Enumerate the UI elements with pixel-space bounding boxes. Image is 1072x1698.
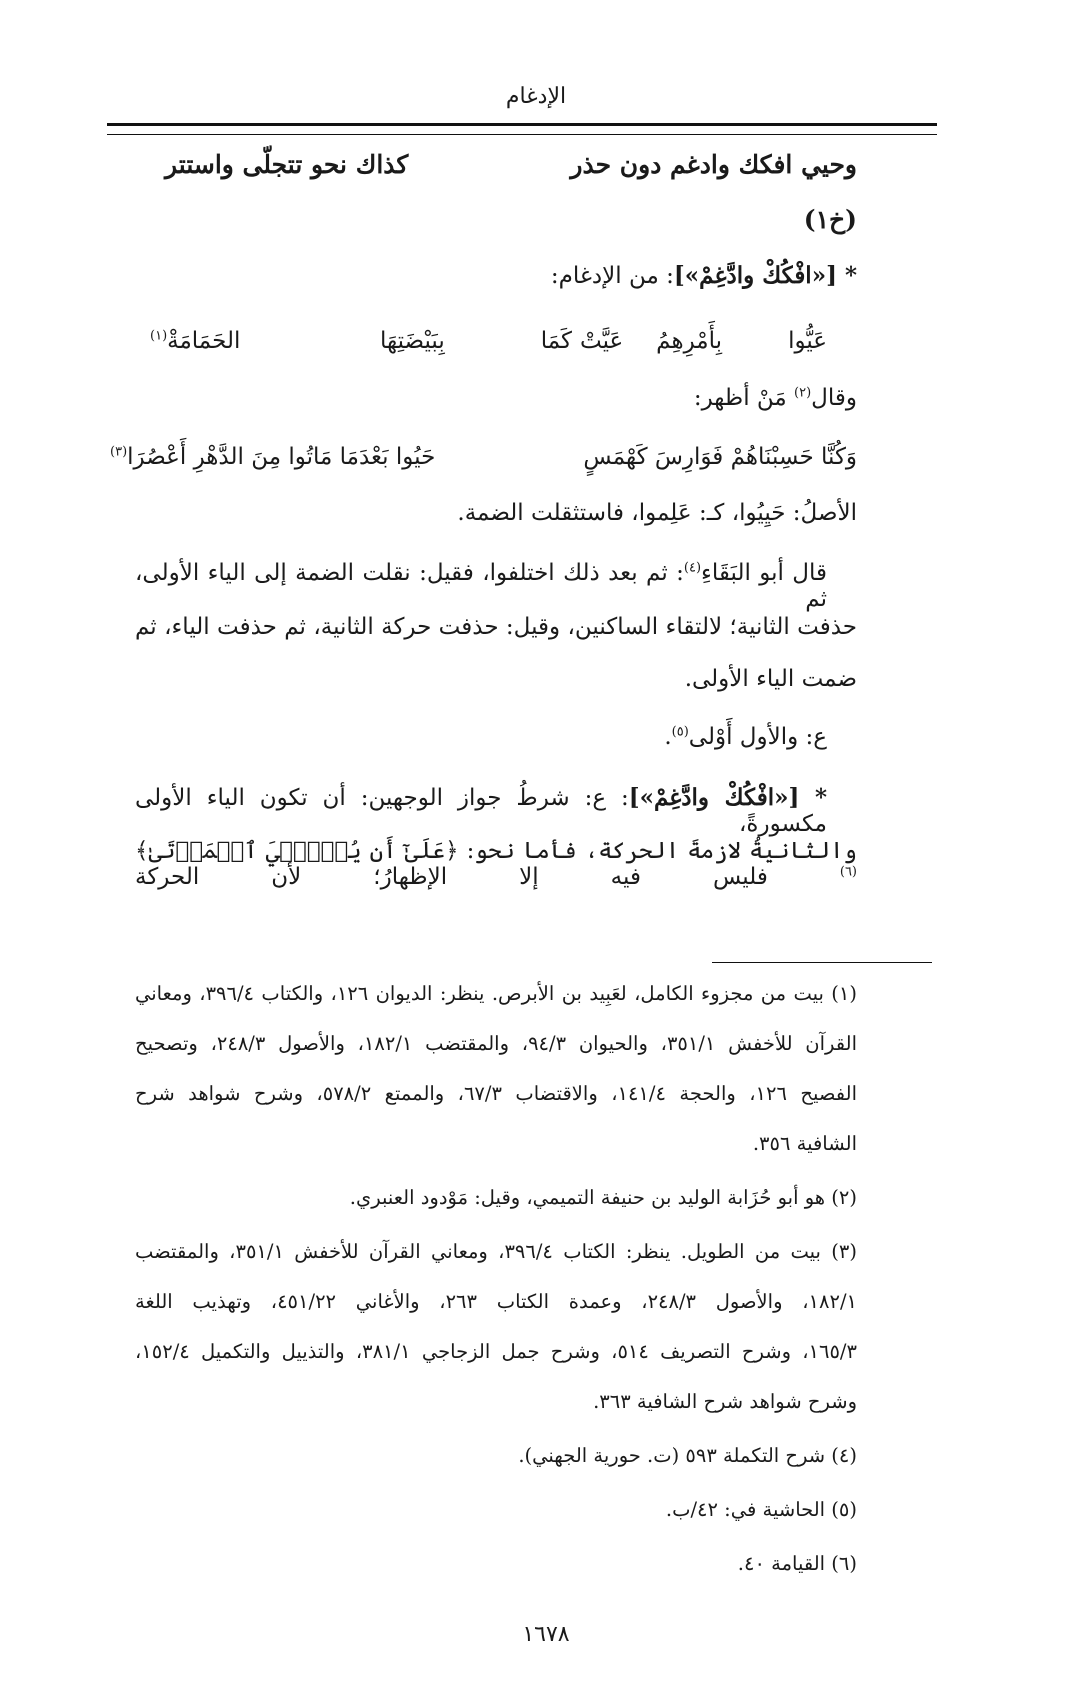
footnote-1-line-4: الشافية ٣٥٦.: [752, 1132, 857, 1155]
said-line: [694, 385, 857, 411]
poem-2-left-hemistich: [110, 444, 435, 470]
section-2-text-a: والثانيةُ لازمةَ الحركة، فأما نحو: ﴿عَلَىٰٓ أَن يُحۡـِۧيَ ٱلۡمَوۡتَىٰ﴾: [135, 838, 857, 864]
footnote-ref-5: (٥): [671, 724, 689, 740]
header-rule-thick: [107, 123, 937, 126]
footnote-separator: [712, 962, 932, 963]
poem-1-word: كَمَا: [540, 328, 572, 354]
baqa-line-2: حذفت الثانية؛ لالتقاء الساكنين، وقيل: حذفت حركة الثانية، ثم حذفت الياء، ثم: [135, 614, 857, 640]
footnote-3-line-3: ١٦٥/٣، وشرح التصريف ٥١٤، وشرح جمل الزجاجي ٣٨١/١، والتذييل والتكميل ١٥٢/٤،: [135, 1340, 857, 1363]
section-2-text-b: فليس فيه إلا الإظهارُ؛ لأن الحركة: [135, 864, 840, 890]
poem-1-word: الحَمَامَةْ: [167, 328, 241, 354]
section-1-heading: [551, 262, 857, 289]
baqa-text-b: : ثم بعد ذلك اختلفوا، فقيل: نقلت الضمة إلى الياء الأولى، ثم: [135, 560, 827, 612]
footnote-5-line-1: (٥) الحاشية في: ٤٢/ب.: [665, 1498, 857, 1521]
footnote-6-line-1: (٦) القيامة ٤٠.: [737, 1552, 857, 1575]
section-1-label: * [«افْكُكْ وادَّغِمْ»]: [673, 262, 857, 289]
section-2-label: * [«افْكُكْ وادَّغِمْ»]: [628, 784, 827, 811]
origin-line: الأصلُ: حَيِيُوا، كـ: عَلِموا، فاستثقلت الضمة.: [457, 500, 857, 526]
footnote-ref-4: (٤): [683, 560, 702, 576]
section-2-line-1: [135, 784, 827, 837]
said-prefix: وقال: [811, 385, 857, 411]
poem-1-word: بِأَمْرِهِمُ: [656, 328, 722, 354]
section-2-rest: : ع: شرطُ جواز الوجهين: أن تكون الياء الأولى مكسورةً،: [135, 785, 827, 837]
ain-period: .: [664, 724, 672, 750]
baqa-line-1: [135, 560, 827, 612]
poem-2-left-text: حَيُوا بَعْدَمَا مَاتُوا مِنَ الدَّهْرِ أَعْصُرَا: [127, 444, 436, 470]
poem-1-word: عَيُّوا: [788, 328, 827, 354]
footnote-4-line-1: (٤) شرح التكملة ٥٩٣ (ت. حورية الجهني).: [518, 1444, 857, 1467]
header-rule-thin: [107, 134, 937, 135]
footnote-ref-1: (١): [150, 328, 168, 344]
verse-left-hemistich: كذاك نحو تتجلّى واستتر: [165, 150, 409, 179]
baqa-line-3: ضمت الياء الأولى.: [684, 666, 857, 692]
poem-1-word: [150, 328, 240, 354]
poem-1-word: عَيَّتْ: [580, 328, 624, 354]
footnote-ref-3: (٣): [110, 444, 128, 460]
ain-text: ع: والأول أَوْلى: [688, 724, 827, 750]
section-2-line-2: [135, 838, 857, 890]
said-suffix: مَنْ أظهر:: [693, 385, 795, 411]
page-number: ١٦٧٨: [522, 1622, 570, 1647]
poem-2-right-hemistich: وَكُنَّا حَسِبْنَاهُمْ فَوَارِسَ كَهْمَسٍ: [583, 444, 857, 470]
running-header-title: الإدغام: [505, 84, 567, 109]
footnote-2-line-1: (٢) هو أبو حُزَابة الوليد بن حنيفة التميمي، وقيل: مَوْدود العنبري.: [349, 1186, 857, 1209]
footnote-3-line-4: وشرح شواهد شرح الشافية ٣٦٣.: [593, 1390, 857, 1413]
ain-line: [664, 724, 827, 750]
footnote-ref-6: (٦): [839, 864, 857, 880]
footnote-ref-2: (٢): [794, 385, 812, 401]
verse-source-code: (خ١): [803, 205, 857, 234]
section-1-rest: : من الإدغام:: [550, 263, 674, 289]
footnote-1-line-3: الفصيح ١٢٦، والحجة ١٤١/٤، والاقتضاب ٦٧/٣، والممتع ٥٧٨/٢، وشرح شواهد شرح: [135, 1082, 857, 1105]
footnote-1-line-2: القرآن للأخفش ٣٥١/١، والحيوان ٩٤/٣، والمقتضب ١٨٢/١، والأصول ٢٤٨/٣، وتصحيح: [135, 1032, 858, 1055]
footnote-3-line-2: ١٨٢/١، والأصول ٢٤٨/٣، وعمدة الكتاب ٢٦٣، والأغاني ٤٥١/٢٢، وتهذيب اللغة: [135, 1290, 858, 1313]
footnote-3-line-1: (٣) بيت من الطويل. ينظر: الكتاب ٣٩٦/٤، ومعاني القرآن للأخفش ٣٥١/١، والمقتضب: [135, 1240, 857, 1263]
verse-right-hemistich: وحيي افكك وادغم دون حذر: [570, 150, 857, 179]
poem-1-word: بِبَيْضَتِهَا: [380, 328, 445, 354]
footnote-1-line-1: (١) بيت من مجزوء الكامل، لعَبِيد بن الأبرص. ينظر: الديوان ١٢٦، والكتاب ٣٩٦/٤، ومعاني: [135, 982, 857, 1005]
baqa-text-a: قال أبو البَقَاءِ: [701, 560, 827, 586]
